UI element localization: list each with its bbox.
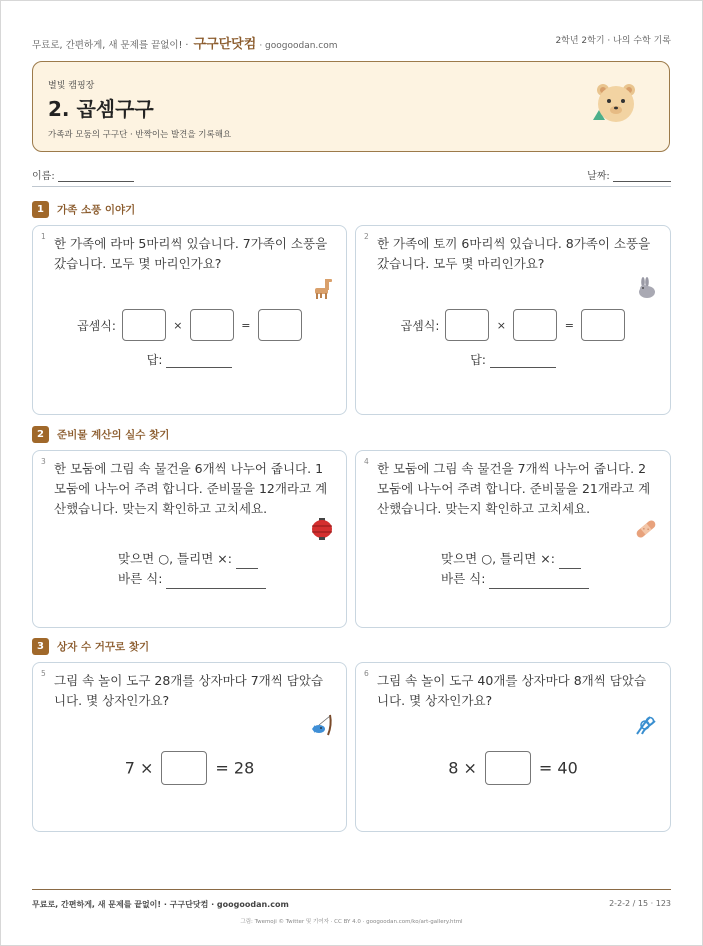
rabbit-icon	[634, 276, 658, 300]
fishing-pole-icon	[310, 713, 334, 737]
name-label: 이름:	[32, 171, 55, 182]
page-title: 2. 곱셈구구	[48, 97, 154, 121]
date-label: 날짜:	[587, 171, 610, 182]
footer-tagline: 무료로, 간편하게, 새 문제를 끝없이! · 구구단닷컴 · googoodan.com	[32, 900, 289, 909]
product-box[interactable]	[581, 309, 625, 341]
divider	[32, 186, 671, 187]
footer-divider	[32, 889, 671, 890]
title-banner	[32, 61, 670, 152]
bandage-icon	[634, 517, 658, 541]
answer-blank[interactable]	[166, 367, 232, 368]
section-title: 가족 소풍 이야기	[57, 204, 136, 216]
bear-face-icon	[591, 80, 639, 128]
llama-icon	[310, 276, 334, 300]
factor-box-1[interactable]	[445, 309, 489, 341]
header-site: · googoodan.com	[259, 41, 338, 51]
check-row	[118, 549, 258, 569]
answer-row	[356, 351, 670, 368]
fix-row	[441, 569, 589, 589]
multiplication-formula	[356, 309, 670, 341]
banner-subtitle: 별빛 캠핑장	[48, 81, 95, 91]
problem-text: 한 모둠에 그림 속 물건을 6개씩 나누어 줍니다. 1모둠에 나누어 주려 합니다. 준비물을 12개라고 계산했습니다. 맞는지 확인하고 고치세요.	[54, 461, 328, 516]
problem-card-6	[355, 662, 671, 832]
section-title: 상자 수 거꾸로 찾기	[57, 641, 150, 653]
section-number-badge: 3	[32, 638, 49, 655]
check-row	[441, 549, 581, 569]
header-tagline-row	[32, 33, 338, 52]
fix-blank[interactable]	[489, 588, 589, 589]
date-field[interactable]	[587, 167, 671, 182]
fix-blank[interactable]	[166, 588, 266, 589]
section-number-badge: 1	[32, 201, 49, 218]
problem-number: 4	[364, 457, 369, 466]
problem-number: 3	[41, 457, 46, 466]
product-box[interactable]	[258, 309, 302, 341]
footer-page-code: 2-2-2 / 15 · 123	[609, 899, 671, 908]
fix-row	[118, 569, 266, 589]
equals-sign: =	[241, 318, 251, 332]
section-heading-2	[32, 426, 169, 443]
header-tagline: 무료로, 간편하게, 새 문제를 끝없이! ·	[32, 40, 189, 51]
problem-card-4	[355, 450, 671, 628]
quotient-box[interactable]	[485, 751, 531, 785]
date-blank[interactable]	[613, 181, 671, 182]
times-sign: ×	[496, 318, 507, 332]
section-heading-1	[32, 201, 135, 218]
problem-text: 한 가족에 토끼 6마리씩 있습니다. 8가족이 소풍을 갔습니다. 모두 몇 마리인가요?	[377, 236, 651, 271]
knot-icon	[634, 713, 658, 737]
quotient-box[interactable]	[161, 751, 207, 785]
image-credit: 그림: Twemoji © Twitter 및 기여자 · CC BY 4.0 · googoodan.com/ko/art-gallery.html	[240, 919, 463, 925]
equation-right: = 40	[538, 758, 578, 778]
header-brand: 구구단닷컴	[193, 37, 257, 52]
answer-row	[33, 351, 346, 368]
header-course: 2학년 2학기 · 나의 수학 기록	[555, 36, 671, 46]
fix-label: 바른 식:	[118, 571, 163, 586]
name-blank[interactable]	[58, 181, 134, 182]
factor-box-2[interactable]	[190, 309, 234, 341]
factor-box-1[interactable]	[122, 309, 166, 341]
problem-card-5	[32, 662, 347, 832]
problem-number: 1	[41, 232, 46, 241]
equals-sign: =	[564, 318, 575, 332]
problem-text: 그림 속 놀이 도구 40개를 상자마다 8개씩 담았습니다. 몇 상자인가요?	[377, 673, 647, 708]
problem-text: 그림 속 놀이 도구 28개를 상자마다 7개씩 담았습니다. 몇 상자인가요?	[54, 673, 324, 708]
factor-box-2[interactable]	[513, 309, 557, 341]
problem-text: 한 모둠에 그림 속 물건을 7개씩 나누어 줍니다. 2모둠에 나누어 주려 합니다. 준비물을 21개라고 계산했습니다. 맞는지 확인하고 고치세요.	[377, 461, 651, 516]
name-field[interactable]	[32, 167, 134, 182]
fix-label: 바른 식:	[441, 571, 486, 586]
answer-label: 답:	[470, 353, 486, 367]
times-sign: ×	[173, 318, 183, 332]
equation-right: = 28	[215, 758, 255, 778]
problem-text: 한 가족에 라마 5마리씩 있습니다. 7가족이 소풍을 갔습니다. 모두 몇 마리인가요?	[54, 236, 328, 271]
formula-label: 곱셈식:	[77, 318, 116, 333]
lantern-icon	[310, 517, 334, 541]
multiplication-formula	[33, 309, 346, 341]
problem-number: 6	[364, 669, 369, 678]
equation-left: 8 ×	[448, 758, 477, 778]
answer-label: 답:	[146, 353, 163, 367]
problem-number: 5	[41, 669, 46, 678]
problem-card-2	[355, 225, 671, 415]
section-heading-3	[32, 638, 149, 655]
reverse-equation	[33, 751, 346, 785]
answer-blank[interactable]	[490, 367, 556, 368]
equation-left: 7 ×	[124, 758, 154, 778]
section-number-badge: 2	[32, 426, 49, 443]
problem-card-3	[32, 450, 347, 628]
problem-number: 2	[364, 232, 369, 241]
section-title: 준비물 계산의 실수 찾기	[57, 429, 170, 441]
problem-card-1	[32, 225, 347, 415]
banner-description: 가족과 모둠의 구구단 · 반짝이는 발견을 기록해요	[48, 130, 232, 140]
check-label: 맞으면 ○, 틀리면 ×:	[441, 551, 555, 566]
reverse-equation	[356, 751, 670, 785]
formula-label: 곱셈식:	[400, 318, 440, 333]
check-label: 맞으면 ○, 틀리면 ×:	[118, 551, 232, 566]
